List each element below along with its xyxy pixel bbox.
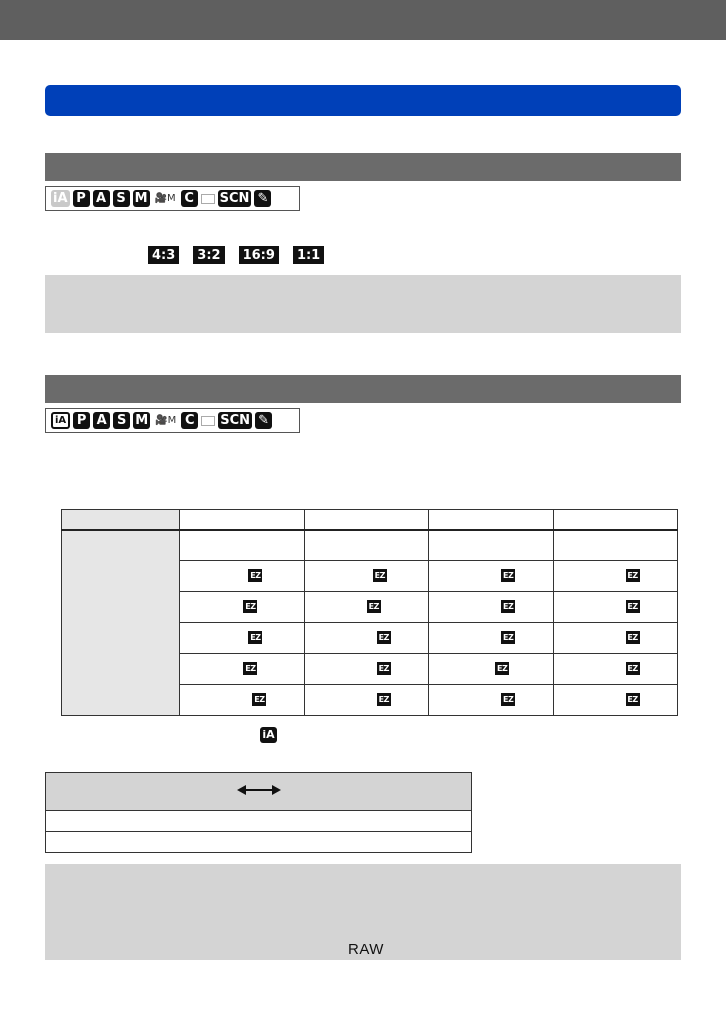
table-cell: [304, 592, 428, 623]
comparison-row: [46, 832, 472, 853]
ez-icon: EZ: [378, 633, 389, 642]
ez-icon: EZ: [503, 602, 514, 611]
scene-mode-icon: SCN: [219, 191, 250, 206]
creative-control-icon: ✎: [254, 190, 271, 207]
custom-mode-icon: C: [181, 190, 198, 207]
creative-video-icon: 🎥M: [155, 414, 177, 426]
table-cell: [429, 530, 553, 561]
comparison-row: [46, 811, 472, 832]
shutter-priority-icon: S: [113, 412, 130, 429]
top-header-bar: [0, 0, 726, 40]
ez-icon: EZ: [245, 602, 256, 611]
table-cell: [429, 654, 553, 685]
ez-icon: EZ: [250, 633, 261, 642]
table-cell: [180, 623, 304, 654]
table-cell: [304, 623, 428, 654]
mode-icons-strip-2: [45, 408, 300, 433]
table-row: [62, 530, 678, 561]
aperture-priority-icon: A: [93, 190, 110, 207]
aspect-ratio-icon: 1:1: [293, 246, 324, 264]
ez-icon: EZ: [627, 571, 638, 580]
table-row-header: [62, 530, 180, 716]
intelligent-auto-icon: iA: [53, 191, 68, 206]
table-cell: [553, 561, 677, 592]
aspect-ratio-icon: 16:9: [239, 246, 279, 264]
section-heading-bar-1: [45, 153, 681, 181]
ia-note: [260, 725, 277, 743]
ez-icon: EZ: [245, 664, 256, 673]
table-header-cell: [304, 510, 428, 530]
table-cell: [553, 623, 677, 654]
comparison-header-row: [46, 773, 472, 811]
ez-icon: EZ: [378, 695, 389, 704]
page-title-bar: [45, 85, 681, 116]
comparison-table: [45, 772, 472, 853]
table-cell: [553, 685, 677, 716]
table-cell: [429, 623, 553, 654]
ez-icon: EZ: [378, 664, 389, 673]
ez-icon: EZ: [627, 664, 638, 673]
table-cell: [553, 654, 677, 685]
program-mode-icon: P: [73, 412, 90, 429]
table-cell: [553, 530, 677, 561]
ez-icon: EZ: [497, 664, 508, 673]
table-cell: [180, 685, 304, 716]
ez-icon: EZ: [254, 695, 265, 704]
manual-mode-icon: M: [133, 412, 150, 429]
manual-mode-icon: M: [133, 190, 150, 207]
table-header-cell: [553, 510, 677, 530]
table-cell: [180, 592, 304, 623]
scene-mode-icon: SCN: [220, 413, 251, 428]
table-cell: [304, 530, 428, 561]
table-cell: [180, 654, 304, 685]
creative-control-icon: ✎: [255, 412, 272, 429]
ez-icon: EZ: [503, 571, 514, 580]
table-header-cell: [429, 510, 553, 530]
aperture-priority-icon: A: [93, 412, 110, 429]
ez-icon: EZ: [503, 633, 514, 642]
ez-icon: EZ: [250, 571, 261, 580]
aspect-ratio-icon: 3:2: [193, 246, 224, 264]
table-cell: [304, 654, 428, 685]
table-cell: [429, 592, 553, 623]
table-cell: [304, 685, 428, 716]
aspect-ratio-options: [148, 246, 324, 264]
ez-icon: EZ: [627, 602, 638, 611]
aspect-ratio-icon: 4:3: [148, 246, 179, 264]
creative-video-icon: 🎥M: [154, 192, 176, 204]
panorama-icon: [201, 194, 215, 204]
panorama-icon: [201, 416, 215, 426]
comparison-cell: [46, 811, 472, 832]
custom-mode-icon: C: [181, 412, 198, 429]
intelligent-auto-icon: iA: [51, 412, 70, 429]
double-arrow-icon: [237, 783, 281, 797]
table-cell: [553, 592, 677, 623]
ez-icon: EZ: [503, 695, 514, 704]
table-cell: [180, 530, 304, 561]
mode-icons-strip-1: [45, 186, 300, 211]
table-cell: [429, 561, 553, 592]
table-cell: [180, 561, 304, 592]
ez-icon: EZ: [374, 571, 385, 580]
table-cell: [429, 685, 553, 716]
table-cell: [304, 561, 428, 592]
note-box-1: [45, 275, 681, 333]
comparison-header-cell: [46, 773, 472, 811]
settings-table: [61, 509, 678, 716]
table-header-row: [62, 510, 678, 530]
intelligent-auto-icon: iA: [260, 727, 277, 743]
section-heading-bar-2: [45, 375, 681, 403]
ez-icon: EZ: [368, 602, 379, 611]
table-header-corner: [62, 510, 180, 530]
program-mode-icon: P: [73, 190, 90, 207]
shutter-priority-icon: S: [113, 190, 130, 207]
ez-icon: EZ: [627, 695, 638, 704]
raw-label: RAW: [348, 941, 384, 958]
comparison-cell: [46, 832, 472, 853]
table-header-cell: [180, 510, 304, 530]
ez-icon: EZ: [627, 633, 638, 642]
